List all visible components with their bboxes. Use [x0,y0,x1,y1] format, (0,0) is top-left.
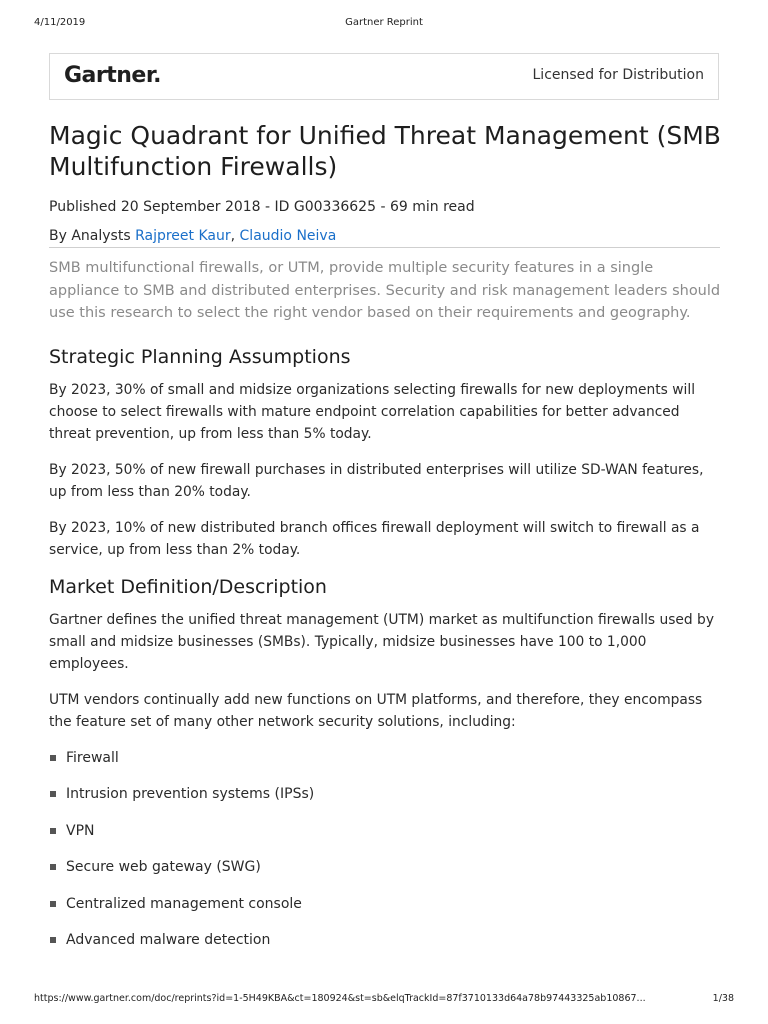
square-bullet-icon [50,828,56,834]
analysts-prefix: By Analysts [49,228,136,244]
square-bullet-icon [50,937,56,943]
licensed-label: Licensed for Distribution [532,67,704,83]
list-item-text: VPN [66,822,95,839]
analyst-link-kaur[interactable]: Rajpreet Kaur [135,228,231,244]
analysts-line [49,228,336,244]
heading-market-definition: Market Definition/Description [49,576,327,598]
page-title: Magic Quadrant for Unified Threat Management (SMB Multifunction Firewalls) [49,121,721,181]
square-bullet-icon [50,901,56,907]
footer-url[interactable]: https://www.gartner.com/doc/reprints?id=1-5H49KBA&ct=180924&st=sb&elqTrackId=87f3710133d64a78b97443325ab10867... [34,993,646,1004]
published-info: Published 20 September 2018 - ID G00336625 - 69 min read [49,199,475,215]
strategic-paragraph-2: By 2023, 50% of new firewall purchases in distributed enterprises will utilize SD-WAN features, up from less than 20% today. [49,462,704,500]
list-item-text: Advanced malware detection [66,931,271,948]
square-bullet-icon [50,791,56,797]
list-item-text: Firewall [66,750,119,766]
list-item-text: Secure web gateway (SWG) [66,859,261,876]
print-title: Gartner Reprint [345,17,423,28]
square-bullet-icon [50,864,56,870]
divider [49,247,720,248]
strategic-paragraph-3: By 2023, 10% of new distributed branch offices firewall deployment will switch to firewall as a service, up from less than 2% today. [49,520,700,558]
list-item-text: Intrusion prevention systems (IPSs) [66,786,315,803]
header-bar [49,53,719,100]
market-paragraph-2: UTM vendors continually add new functions on UTM platforms, and therefore, they encompass the feature set of many other network security solutions, including: [49,692,703,730]
strategic-paragraph-1: By 2023, 30% of small and midsize organizations selecting firewalls for new deployments will choose to select firewalls with mature endpoint correlation capabilities for better advanced threat prevention, up from less than 5% today. [49,382,696,442]
analyst-link-neiva[interactable]: Claudio Neiva [239,228,337,244]
gartner-logo[interactable]: Gartner. [64,63,161,88]
heading-strategic-planning: Strategic Planning Assumptions [49,346,351,368]
square-bullet-icon [50,755,56,761]
list-item-text: Centralized management console [66,895,302,912]
print-date: 4/11/2019 [34,17,86,28]
analyst-separator: , [230,228,240,244]
summary-text: SMB multifunctional firewalls, or UTM, provide multiple security features in a single appliance to SMB and distributed enterprises. Security and risk management leaders should use this research to select the right vendor based on their requirements and geography. [49,260,721,321]
page-number: 1/38 [712,993,734,1004]
market-paragraph-1: Gartner defines the unified threat management (UTM) market as multifunction firewalls used by small and midsize businesses (SMBs). Typically, midsize businesses have 100 to 1,000 employees. [49,612,714,672]
